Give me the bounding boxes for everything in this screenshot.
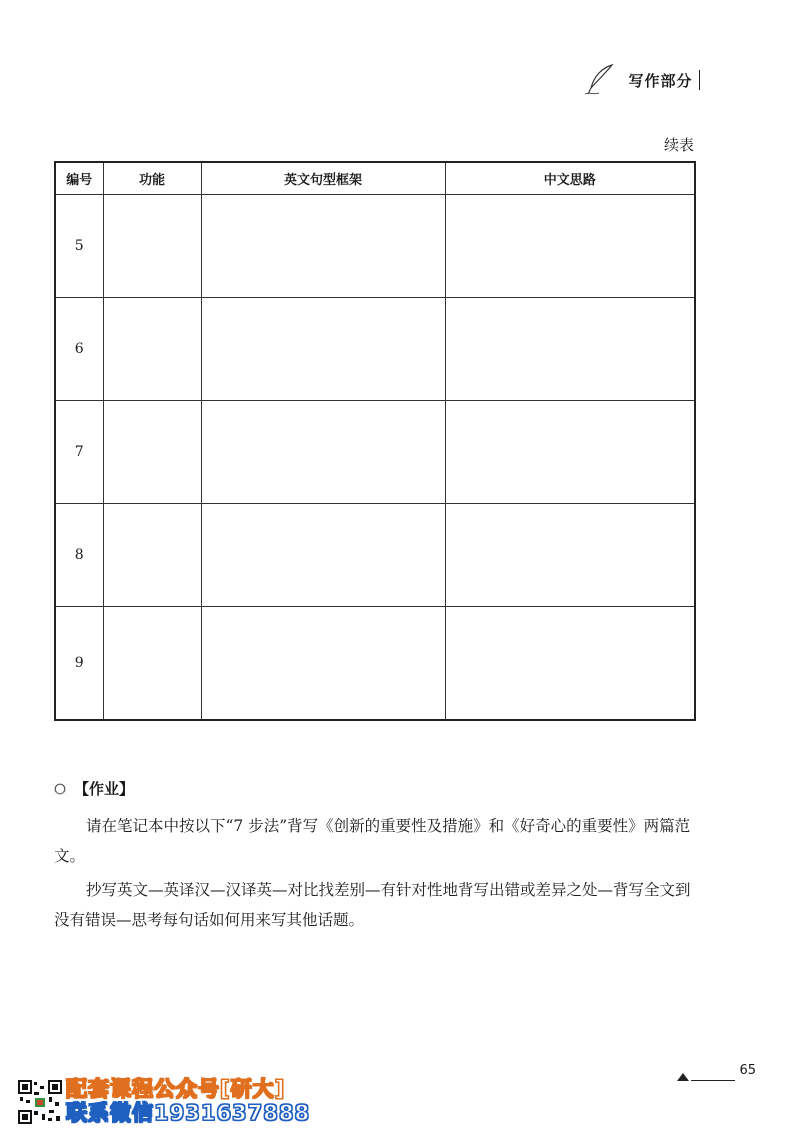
english-frame-cell [201,504,445,607]
function-cell [103,401,201,504]
row-number: 9 [55,607,103,721]
page-footer [677,1063,756,1084]
page-number: 65 [739,1063,756,1078]
homework-paragraph: 抄写英文—英译汉—汉译英—对比找差别—有针对性地背写出错或差异之处—背写全文到没有错误—思考每句话如何用来写其他话题。 [54,881,691,929]
function-cell [103,298,201,401]
chinese-idea-cell [445,607,695,721]
function-cell [103,504,201,607]
table-header-row [55,162,695,195]
row-number: 6 [55,298,103,401]
qr-code-icon [18,1080,62,1124]
table-row [55,607,695,721]
table-row [55,401,695,504]
circle-bullet-icon [54,783,66,795]
column-header-english-frame: 英文句型框架 [201,162,445,195]
english-frame-cell [201,401,445,504]
table-row [55,298,695,401]
row-number: 7 [55,401,103,504]
english-frame-cell [201,195,445,298]
chinese-idea-cell [445,401,695,504]
section-title: 写作部分 [628,71,693,90]
chinese-idea-cell [445,504,695,607]
table-row [55,195,695,298]
promo-line-1: 配套课程公众号[研大] [66,1077,286,1101]
column-header-function: 功能 [103,162,201,195]
chinese-idea-cell [445,298,695,401]
page-header [582,62,700,98]
footer-rule [691,1080,735,1082]
table-continued-label: 续表 [663,136,694,154]
chinese-idea-cell [445,195,695,298]
column-header-number: 编号 [55,162,103,195]
quill-icon [582,62,618,98]
table-row [55,504,695,607]
function-cell [103,607,201,721]
homework-paragraph: 请在笔记本中按以下“7 步法”背写《创新的重要性及措施》和《好奇心的重要性》两篇范文。 [54,817,691,865]
function-cell [103,195,201,298]
homework-title: 【作业】 [74,780,135,798]
header-divider [699,70,701,90]
promo-line-2: 联系微信1931637888 [66,1101,311,1125]
triangle-marker-icon [677,1073,689,1081]
column-header-chinese-idea: 中文思路 [445,162,695,195]
english-frame-cell [201,298,445,401]
row-number: 8 [55,504,103,607]
promo-watermark [66,1077,310,1125]
template-table [54,161,696,721]
row-number: 5 [55,195,103,298]
homework-heading [54,778,134,799]
english-frame-cell [201,607,445,721]
